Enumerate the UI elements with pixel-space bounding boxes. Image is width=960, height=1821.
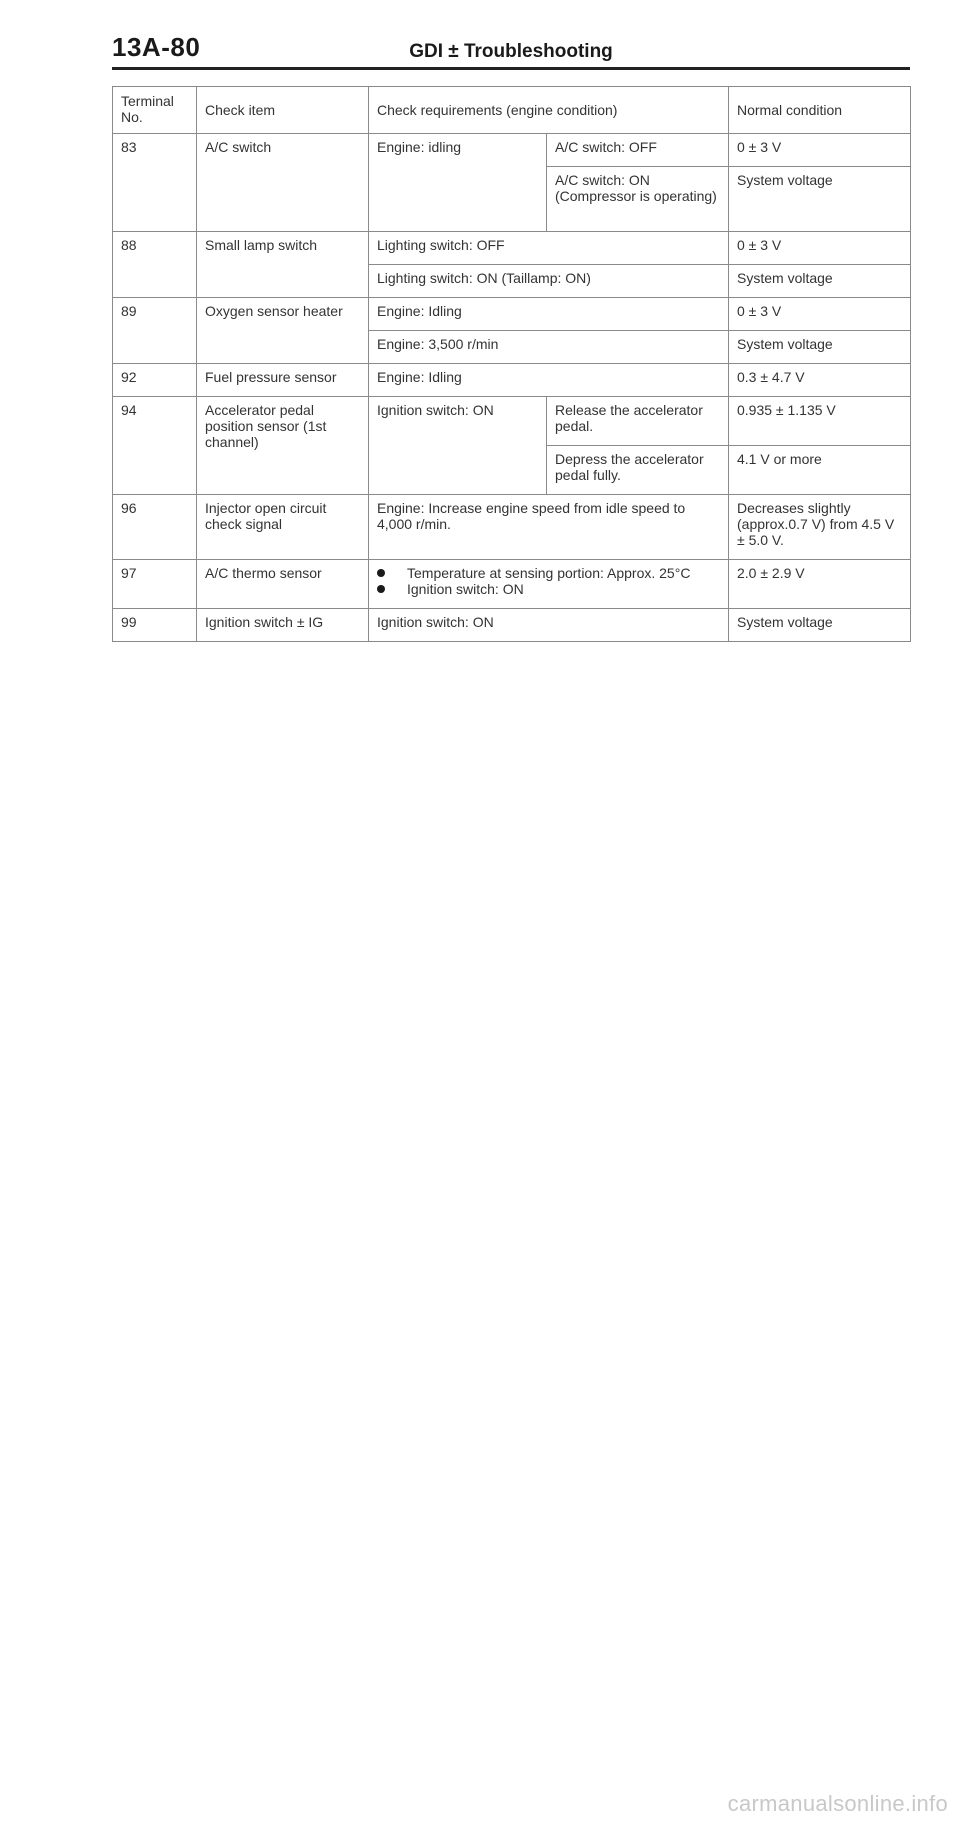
table-row — [113, 609, 911, 642]
column-header-check-requirements: Check requirements (engine condition) — [369, 87, 729, 134]
table-row — [113, 232, 911, 265]
check-requirement: Lighting switch: OFF — [369, 232, 729, 265]
table-row — [113, 298, 911, 331]
check-requirement: Engine: Idling — [369, 298, 729, 331]
column-header-normal-condition: Normal condition — [729, 87, 911, 134]
header-rule — [112, 67, 910, 70]
table-row — [113, 397, 911, 446]
table-row — [113, 560, 911, 609]
check-item: A/C switch — [197, 134, 369, 232]
table-row — [113, 364, 911, 397]
check-requirement: Engine: idling — [369, 134, 547, 232]
normal-condition: System voltage — [729, 167, 911, 232]
bullet-list — [377, 565, 720, 597]
check-item: A/C thermo sensor — [197, 560, 369, 609]
normal-condition: System voltage — [729, 265, 911, 298]
check-item: Small lamp switch — [197, 232, 369, 298]
check-requirement: Engine: Increase engine speed from idle speed to 4,000 r/min. — [369, 495, 729, 560]
sub-condition: Release the accelerator pedal. — [547, 397, 729, 446]
normal-condition: 0 ± 3 V — [729, 134, 911, 167]
normal-condition: System voltage — [729, 331, 911, 364]
sub-condition: A/C switch: ON (Compressor is operating) — [547, 167, 729, 232]
list-item: Temperature at sensing portion: Approx. 25°C — [377, 565, 720, 581]
check-requirement: Lighting switch: ON (Taillamp: ON) — [369, 265, 729, 298]
terminal-number: 92 — [113, 364, 197, 397]
normal-condition: Decreases slightly (approx.0.7 V) from 4.5 V ± 5.0 V. — [729, 495, 911, 560]
normal-condition: 2.0 ± 2.9 V — [729, 560, 911, 609]
check-item: Fuel pressure sensor — [197, 364, 369, 397]
section-title: GDI ± Troubleshooting — [409, 41, 613, 62]
page-number: 13A-80 — [112, 32, 201, 62]
column-header-terminal-no: Terminal No. — [113, 87, 197, 134]
terminal-number: 94 — [113, 397, 197, 495]
normal-condition: 0.935 ± 1.135 V — [729, 397, 911, 446]
check-requirement: Engine: Idling — [369, 364, 729, 397]
check-item: Ignition switch ± IG — [197, 609, 369, 642]
check-item: Oxygen sensor heater — [197, 298, 369, 364]
check-requirement — [369, 560, 729, 609]
normal-condition: 4.1 V or more — [729, 446, 911, 495]
normal-condition: 0 ± 3 V — [729, 298, 911, 331]
list-item: Ignition switch: ON — [377, 581, 720, 597]
page-header — [112, 30, 910, 68]
terminal-number: 88 — [113, 232, 197, 298]
bullet-icon — [377, 585, 385, 593]
table-row — [113, 495, 911, 560]
sub-condition: Depress the accelerator pedal fully. — [547, 446, 729, 495]
terminal-check-table — [112, 86, 911, 642]
terminal-number: 99 — [113, 609, 197, 642]
sub-condition: A/C switch: OFF — [547, 134, 729, 167]
check-item: Injector open circuit check signal — [197, 495, 369, 560]
normal-condition: 0 ± 3 V — [729, 232, 911, 265]
terminal-number: 96 — [113, 495, 197, 560]
normal-condition: 0.3 ± 4.7 V — [729, 364, 911, 397]
check-item: Accelerator pedal position sensor (1st channel) — [197, 397, 369, 495]
table-row — [113, 134, 911, 167]
column-header-check-item: Check item — [197, 87, 369, 134]
terminal-number: 89 — [113, 298, 197, 364]
check-requirement: Engine: 3,500 r/min — [369, 331, 729, 364]
terminal-number: 97 — [113, 560, 197, 609]
bullet-icon — [377, 569, 385, 577]
check-requirement: Ignition switch: ON — [369, 397, 547, 495]
table-header-row — [113, 87, 911, 134]
watermark: carmanualsonline.info — [727, 1791, 948, 1816]
check-requirement: Ignition switch: ON — [369, 609, 729, 642]
terminal-number: 83 — [113, 134, 197, 232]
normal-condition: System voltage — [729, 609, 911, 642]
